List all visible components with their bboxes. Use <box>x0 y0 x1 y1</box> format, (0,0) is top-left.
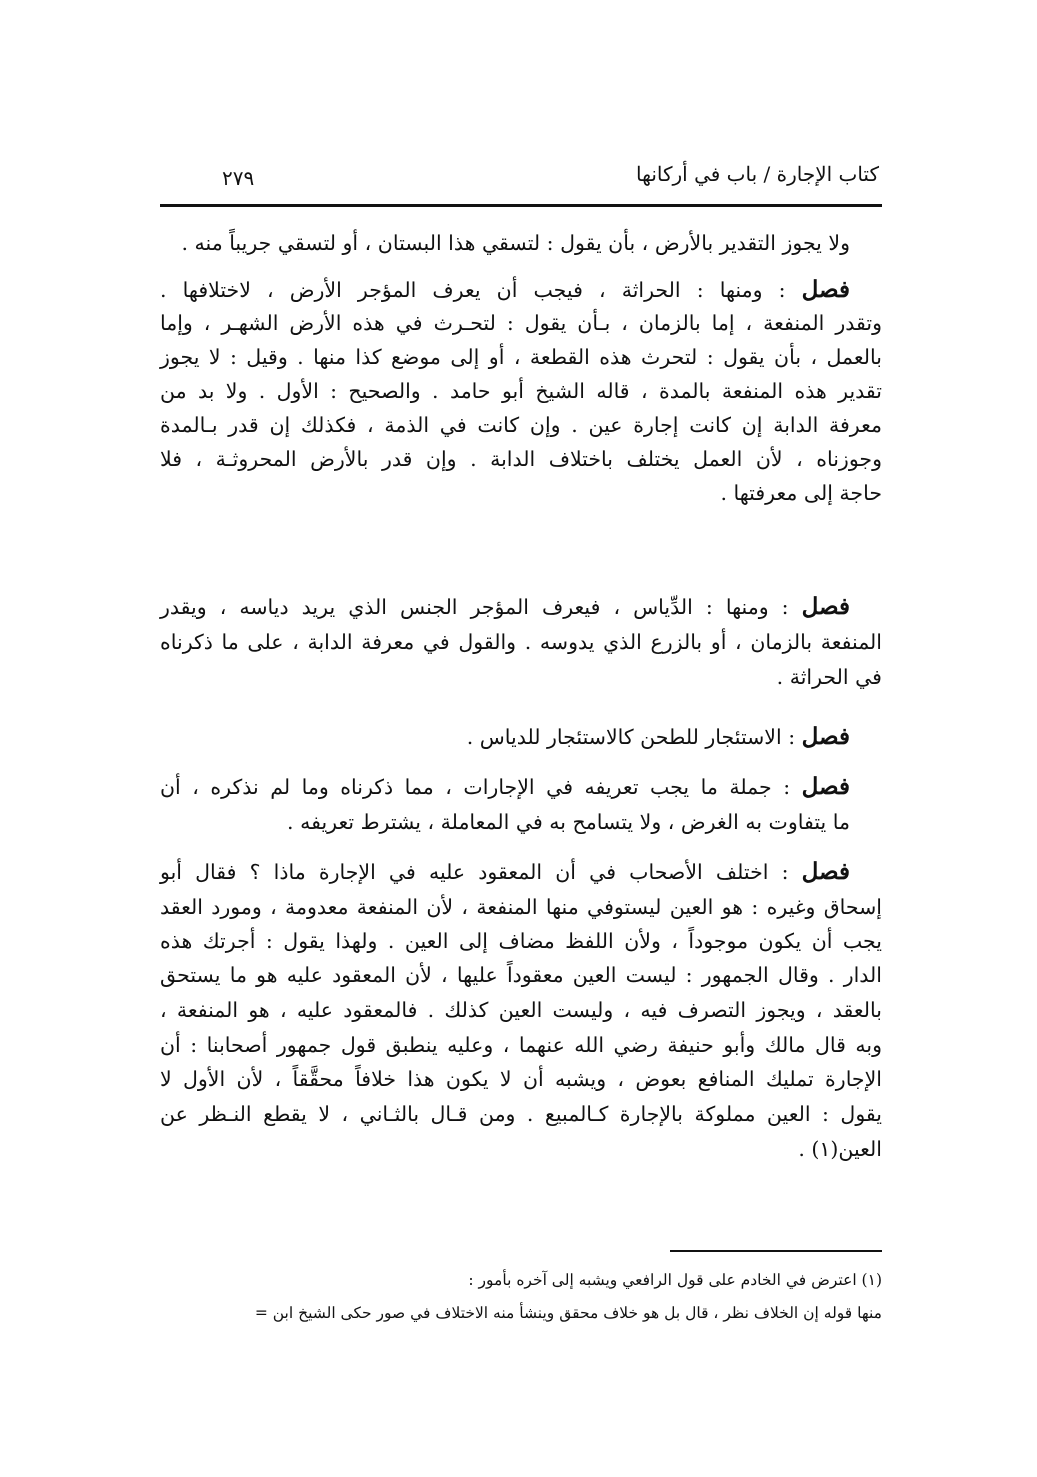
text-line <box>160 228 850 258</box>
section-heading-line <box>160 275 850 305</box>
text-line <box>160 478 882 508</box>
text-line <box>160 1064 882 1094</box>
text-line <box>160 444 882 474</box>
text-line <box>160 376 882 406</box>
line-text: معرفة الدابة إن كانت إجارة عين . وإن كانت في الذمة ، فكذلك إن قدر بـالمدة <box>160 413 882 437</box>
section-label: فصل <box>801 593 850 620</box>
running-header-title: كتاب الإجارة / باب في أركانها <box>636 162 879 186</box>
line-text: إسحاق وغيره : هو العين ليستوفي منها المنفعة ، لأن المنفعة معدومة ، ومورد العقد <box>160 895 882 919</box>
page-number: ٢٧٩ <box>222 166 255 190</box>
line-text: حاجة إلى معرفتها . <box>720 481 882 505</box>
line-text: : جملة ما يجب تعريفه في الإجارات ، مما ذكرناه وما لم نذكره ، أن <box>160 775 802 799</box>
text-line <box>160 995 882 1025</box>
footnote-rule <box>670 1250 882 1252</box>
section-label: فصل <box>801 858 850 885</box>
line-text: وجوزناه ، لأن العمل يختلف باختلاف الدابة . وإن قدر بالأرض المحروثـة ، فلا <box>160 447 882 471</box>
line-text: ولا يجوز التقدير بالأرض ، بأن يقول : لتسقي هذا البستان ، أو لتسقي جريباً منه . <box>181 231 850 255</box>
line-text: : ومنها : الحراثة ، فيجب أن يعرف المؤجر الأرض ، لاختلافها . <box>160 278 802 302</box>
section-heading-line <box>160 592 850 622</box>
section-heading-line <box>160 772 850 802</box>
line-text: تقدير هذه المنفعة بالمدة ، قاله الشيخ أبو حامد . والصحيح : الأول . ولا بد من <box>160 379 882 403</box>
line-text: وبه قال مالك وأبو حنيفة رضي الله عنهما ، وعليه ينطبق قول جمهور أصحابنا : أن <box>160 1033 882 1057</box>
text-line <box>160 662 882 692</box>
text-line <box>160 807 850 837</box>
text-line <box>160 627 882 657</box>
line-text: وتقدر المنفعة ، إما بالزمان ، بـأن يقول : لتحـرث في هذه الأرض الشهـر ، وإما <box>160 311 882 335</box>
line-text: المنفعة بالزمان ، أو بالزرع الذي يدوسه . والقول في معرفة الدابة ، على ما ذكرناه <box>160 630 882 654</box>
section-heading-line <box>160 857 850 887</box>
text-line <box>160 1099 882 1129</box>
line-text: بالعمل ، بأن يقول : لتحرث هذه القطعة ، أو إلى موضع كذا منها . وقيل : لا يجوز <box>160 345 882 369</box>
footnote-1: (١) اعترض في الخادم على قول الرافعي ويشبه إلى آخره بأمور : <box>468 1271 882 1289</box>
line-text: يقول : العين مملوكة بالإجارة كـالمبيع . ومن قـال بالثـاني ، لا يقطع النـظر عن <box>160 1102 882 1126</box>
line-text: الدار . وقال الجمهور : ليست العين معقوداً عليها ، لأن المعقود عليه هو ما يستحق <box>160 963 882 987</box>
line-text: بالعقد ، ويجوز التصرف فيه ، وليست العين كذلك . فالمعقود عليه ، هو المنفعة ، <box>160 998 882 1022</box>
text-line <box>160 1030 882 1060</box>
header-rule <box>160 204 882 207</box>
line-text: : ومنها : الدِّياس ، فيعرف المؤجر الجنس الذي يريد دياسه ، ويقدر <box>160 595 802 619</box>
line-text: ما يتفاوت به الغرض ، ولا يتسامح به في المعاملة ، يشترط تعريفه . <box>287 810 850 834</box>
text-line <box>160 308 882 338</box>
line-text: : اختلف الأصحاب في أن المعقود عليه في الإجارة ماذا ؟ فقال أبو <box>160 860 802 884</box>
section-label: فصل <box>801 276 850 303</box>
footnote-continuation: منها قوله إن الخلاف نظر ، قال بل هو خلاف محقق وينشأ منه الاختلاف في صور حكى الشيخ ابن = <box>254 1304 882 1322</box>
text-line <box>160 960 882 990</box>
line-text: يجب أن يكون موجوداً ، ولأن اللفظ مضاف إلى العين . ولهذا يقول : أجرتك هذه <box>160 929 882 953</box>
line-text: الإجارة تمليك المنافع بعوض ، ويشبه أن لا يكون هذا خلافاً محقَّقاً ، لأن الأول لا <box>160 1067 882 1091</box>
text-line <box>160 410 882 440</box>
section-heading-line <box>160 722 850 752</box>
text-line <box>160 892 882 922</box>
line-text: : الاستئجار للطحن كالاستئجار للدياس . <box>466 725 802 749</box>
section-label: فصل <box>801 723 850 750</box>
section-label: فصل <box>801 773 850 800</box>
line-text: العين(١) . <box>798 1137 882 1161</box>
line-text: في الحراثة . <box>776 665 882 689</box>
text-line <box>160 342 882 372</box>
text-line <box>160 926 882 956</box>
text-line <box>160 1134 882 1164</box>
